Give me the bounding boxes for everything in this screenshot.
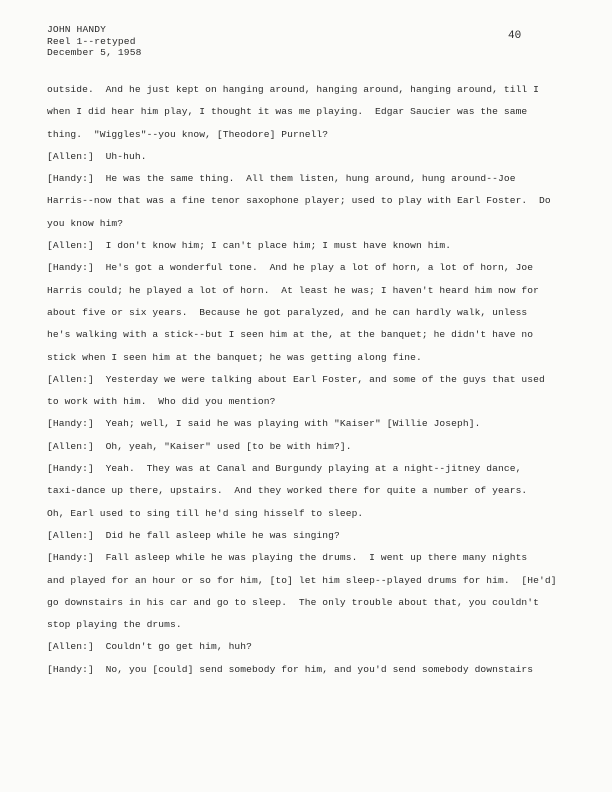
line-text: when I did hear him play, I thought it was me playing. Edgar Saucier was the same: [47, 106, 528, 118]
line-text: he's walking with a stick--but I seen him at the, at the banquet; he didn't have no: [47, 329, 534, 341]
speaker-label: [Handy:]: [47, 173, 94, 185]
transcript-line: [47, 441, 567, 463]
speaker-label: [Allen:]: [47, 440, 94, 452]
line-text: He's got a wonderful tone. And he play a lot of horn, a lot of horn, Joe: [93, 262, 534, 274]
transcript-line: [47, 463, 567, 485]
line-text: Harris--now that was a fine tenor saxophone player; used to play with Earl Foster. Do: [47, 195, 551, 207]
line-text: No, you [could] send somebody for him, and you'd send somebody downstairs: [93, 663, 534, 675]
speaker-label: [Handy:]: [47, 262, 94, 274]
transcript-line: [47, 530, 567, 552]
line-text: go downstairs in his car and go to sleep. The only trouble about that, you couldn't: [47, 596, 540, 608]
line-text: Yesterday we were talking about Earl Foster, and some of the guys that used: [93, 373, 545, 385]
transcript-line: [47, 508, 567, 530]
speaker-label: [Handy:]: [47, 663, 94, 675]
transcript-line: [47, 619, 567, 641]
line-text: to work with him. Who did you mention?: [47, 396, 276, 408]
transcript-line: [47, 262, 567, 284]
transcript-line: [47, 195, 567, 217]
header-date: December 5, 1958: [47, 47, 142, 58]
line-text: Harris could; he played a lot of horn. At least he was; I haven't heard him now for: [47, 284, 540, 296]
transcript-line: [47, 352, 567, 374]
line-text: taxi-dance up there, upstairs. And they worked there for quite a number of years.: [47, 485, 528, 497]
transcript-line: [47, 641, 567, 663]
line-text: Couldn't go get him, huh?: [93, 641, 253, 653]
transcript-line: [47, 240, 567, 262]
transcript-line: [47, 396, 567, 418]
transcript-line: [47, 597, 567, 619]
line-text: stop playing the drums.: [47, 619, 182, 631]
line-text: outside. And he just kept on hanging around, hanging around, hanging around, till I: [47, 84, 540, 95]
page-number: 40: [508, 30, 522, 42]
line-text: about five or six years. Because he got paralyzed, and he can hardly walk, unless: [47, 306, 528, 318]
line-text: stick when I seen him at the banquet; he was getting along fine.: [47, 351, 422, 363]
transcript-line: [47, 575, 567, 597]
line-text: I don't know him; I can't place him; I must have known him.: [93, 240, 452, 252]
speaker-label: [Allen:]: [47, 373, 94, 385]
line-text: and played for an hour or so for him, [to] let him sleep--played drums for him. [He'd]: [47, 574, 557, 586]
transcript-line: [47, 418, 567, 440]
transcript-line: [47, 485, 567, 507]
header-name: JOHN HANDY: [47, 24, 107, 35]
line-text: Did he fall asleep while he was singing?: [93, 529, 340, 541]
transcript-line: [47, 151, 567, 173]
speaker-label: [Allen:]: [47, 641, 94, 653]
line-text: He was the same thing. All them listen, hung around, hung around--Joe: [93, 173, 516, 185]
line-text: Yeah. They was at Canal and Burgundy playing at a night--jitney dance,: [93, 463, 522, 475]
line-text: thing. "Wiggles"--you know, [Theodore] Purnell?: [47, 128, 329, 140]
line-text: Fall asleep while he was playing the drums. I went up there many nights: [93, 552, 528, 564]
transcript-line: [47, 285, 567, 307]
line-text: Oh, yeah, "Kaiser" used [to be with him?].: [93, 440, 352, 452]
line-text: Oh, Earl used to sing till he'd sing hisself to sleep.: [47, 507, 364, 519]
header-reel: Reel 1--retyped: [47, 35, 136, 47]
speaker-label: [Handy:]: [47, 463, 94, 475]
transcript-line: [47, 307, 567, 329]
transcript-line: [47, 218, 567, 240]
transcript-line: [47, 664, 567, 686]
transcript-line: [47, 329, 567, 351]
speaker-label: [Allen:]: [47, 529, 94, 541]
transcript-line: [47, 552, 567, 574]
transcript-line: [47, 374, 567, 396]
transcript-line: [47, 129, 567, 151]
line-text: Yeah; well, I said he was playing with "Kaiser" [Willie Joseph].: [93, 418, 481, 430]
page-header: [47, 24, 142, 59]
speaker-label: [Handy:]: [47, 552, 94, 564]
line-text: Uh-huh.: [93, 150, 147, 162]
line-text: you know him?: [47, 217, 124, 229]
speaker-label: [Handy:]: [47, 418, 94, 430]
transcript-body: [47, 84, 567, 686]
transcript-line: [47, 84, 567, 106]
speaker-label: [Allen:]: [47, 240, 94, 252]
transcript-line: [47, 106, 567, 128]
speaker-label: [Allen:]: [47, 150, 94, 162]
transcript-line: [47, 173, 567, 195]
